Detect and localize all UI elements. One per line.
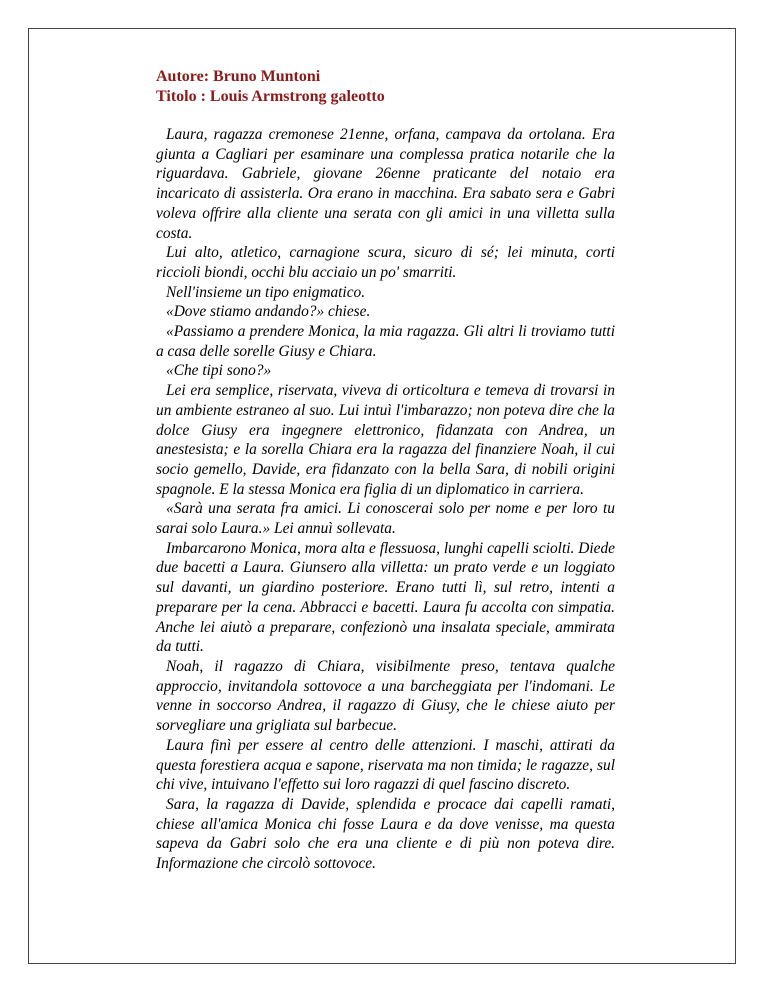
- paragraph: «Che tipi sono?»: [166, 362, 272, 380]
- paragraph: «Sarà una serata fra amici. Li conoscerai solo per nome e per loro tu sarai solo Laura.» Lei annuì sollevata.: [156, 500, 615, 538]
- paragraph: Lei era semplice, riservata, viveva di orticoltura e temeva di trovarsi in un ambiente estraneo al suo. Lui intuì l'imbarazzo; non poteva dire che la dolce Giusy era ingegnere elettronico, fidanzata con Andrea, un anestesista; e la sorella Chiara era la ragazza del finanziere Noah, il cui socio gemello, Davide, era fidanzato con la bella Sara, di nobili origini spagnole. E la stessa Monica era figlia di un diplomatico in carriera.: [156, 382, 615, 498]
- document-body: [156, 67, 615, 874]
- paragraph: Imbarcarono Monica, mora alta e flessuosa, lunghi capelli sciolti. Diede due bacetti a Laura. Giunsero alla villetta: un prato verde e un loggiato sul davanti, un giardino posteriore. Erano tutti lì, sul retro, intenti a preparare per la cena. Abbracci e bacetti. Laura fu accolta con simpatia. Anche lei aiutò a preparare, confezionò una insalata speciale, ammirata da tutti.: [156, 539, 615, 656]
- paragraph: Noah, il ragazzo di Chiara, visibilmente preso, tentava qualche approccio, invitandola sottovoce a una barcheggiata per l'indomani. Le venne in soccorso Andrea, il ragazzo di Giusy, che le chiese aiuto per sorvegliare una grigliata sul barbecue.: [156, 657, 615, 735]
- paragraph: Sara, la ragazza di Davide, splendida e procace dai capelli ramati, chiese all'amica Monica chi fosse Laura e da dove venisse, ma questa sapeva da Gabri solo che era una cliente e di più non poteva dire. Informazione che circolò sottovoce.: [156, 795, 615, 873]
- paragraph: Lui alto, atletico, carnagione scura, sicuro di sé; lei minuta, corti riccioli biondi, occhi blu acciaio un po' smarriti.: [156, 244, 615, 281]
- paragraph: «Passiamo a prendere Monica, la mia ragazza. Gli altri li troviamo tutti a casa delle sorelle Giusy e Chiara.: [156, 323, 615, 360]
- paragraph: Nell'insieme un tipo enigmatico.: [166, 283, 366, 301]
- paragraph: Laura, ragazza cremonese 21enne, orfana, campava da ortolana. Era giunta a Cagliari per esaminare una complessa pratica notarile che la riguardava. Gabriele, giovane 26enne praticante del notaio era incaricato di assisterla. Ora erano in macchina. Era sabato sera e Gabri voleva offrire alla cliente una serata con gli amici in una villetta sulla costa.: [156, 126, 615, 242]
- author-line: Autore: Bruno Muntoni: [156, 68, 321, 85]
- title-line: Titolo : Louis Armstrong galeotto: [156, 88, 385, 105]
- header-block: [156, 67, 615, 107]
- paragraph: Laura finì per essere al centro delle attenzioni. I maschi, attirati da questa forestiera acqua e sapone, riservata ma non timida; le ragazze, sul chi vive, intuivano l'effetto sui loro ragazzi di quel fascino discreto.: [156, 736, 615, 794]
- paragraph: «Dove stiamo andando?» chiese.: [166, 303, 371, 321]
